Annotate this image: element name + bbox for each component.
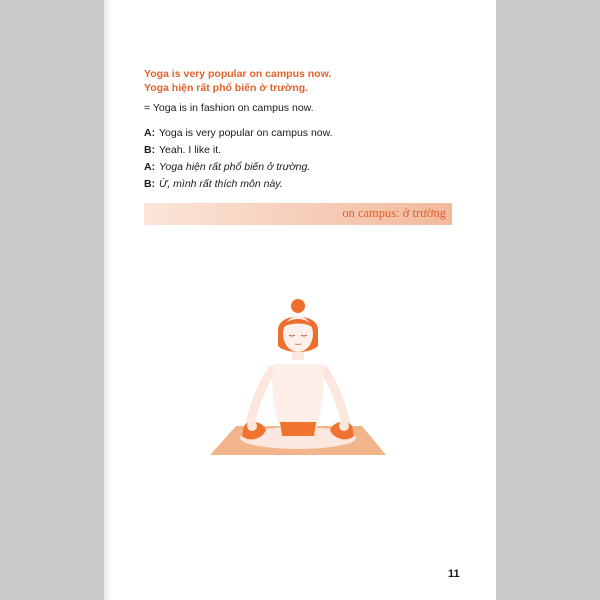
dialog-text: Ừ, mình rất thích môn này. [159, 178, 283, 190]
dialog-text: Yeah. I like it. [159, 144, 222, 156]
dialog-speaker: A: [144, 127, 156, 139]
dialog-speaker: A: [144, 161, 156, 173]
dialog-line [144, 142, 333, 159]
dialog-line [144, 159, 333, 176]
phrase-heading [144, 67, 331, 95]
dialog-text: Yoga is very popular on campus now. [159, 127, 333, 139]
dialog-speaker: B: [144, 178, 156, 190]
book-page [104, 0, 496, 600]
dialog-text: Yoga hiện rất phổ biến ở trường. [159, 161, 311, 173]
page-gutter-shadow [104, 0, 112, 600]
vocab-banner-text: on campus: ở trường [342, 206, 446, 220]
dialog-line [144, 176, 333, 193]
phrase-vietnamese: Yoga hiện rất phổ biến ở trường. [144, 82, 309, 94]
page-number: 11 [448, 568, 460, 580]
equivalent-phrase: = Yoga is in fashion on campus now. [144, 102, 314, 114]
dialog-line [144, 125, 333, 142]
dialog [144, 125, 333, 193]
woman-meditating-icon [210, 298, 386, 460]
phrase-english: Yoga is very popular on campus now. [144, 68, 332, 80]
vocab-banner [144, 203, 452, 225]
dialog-speaker: B: [144, 144, 156, 156]
